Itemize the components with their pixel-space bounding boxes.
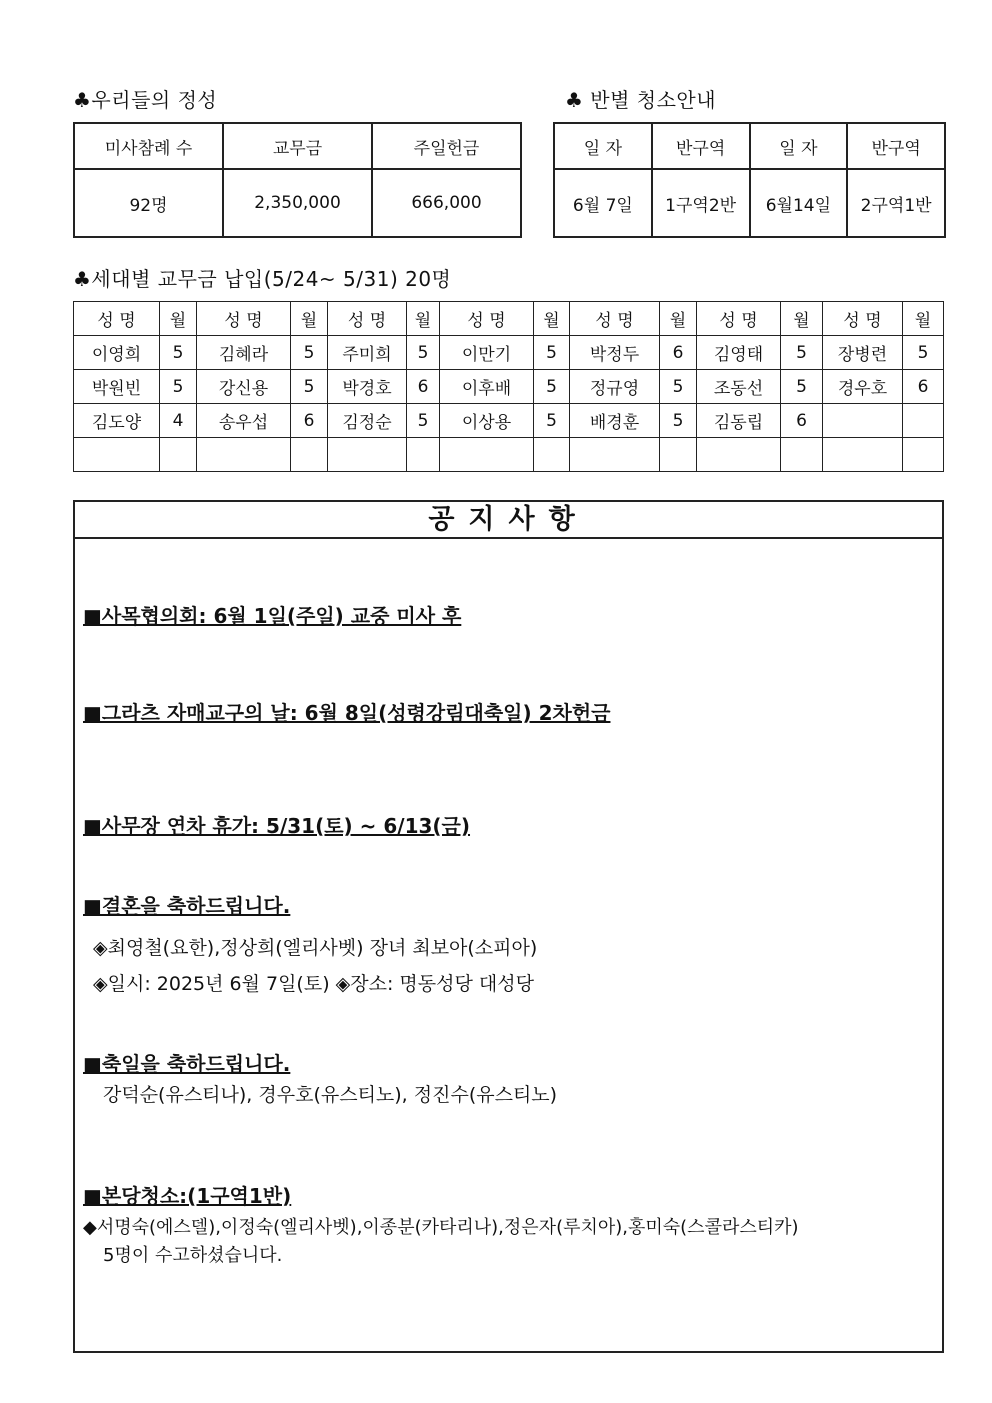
name-cell — [697, 438, 781, 472]
month-cell: 6 — [407, 370, 440, 404]
name-cell — [823, 438, 903, 472]
month-cell: 5 — [534, 370, 570, 404]
month-cell — [160, 438, 197, 472]
header-month: 월 — [534, 302, 570, 336]
header-name: 성 명 — [570, 302, 660, 336]
name-cell: 장병련 — [823, 336, 903, 370]
value-sunday-offering: 666,000 — [372, 169, 521, 237]
header-mass-count: 미사참례 수 — [74, 123, 223, 169]
wedding-line-1: ◈최영철(요한),정상희(엘리사벳) 장녀 최보아(소피아) — [93, 937, 538, 959]
month-cell — [534, 438, 570, 472]
name-cell: 김영태 — [697, 336, 781, 370]
header-name: 성 명 — [440, 302, 534, 336]
name-cell: 이후배 — [440, 370, 534, 404]
notice-vacation: ■사무장 연차 휴가: 5/31(토) ~ 6/13(금) — [83, 814, 471, 838]
name-cell: 김혜라 — [197, 336, 291, 370]
name-cell — [74, 438, 160, 472]
value-area-1: 1구역2반 — [652, 169, 750, 237]
name-cell — [197, 438, 291, 472]
cleaning-schedule-table — [553, 122, 946, 238]
month-cell: 5 — [407, 336, 440, 370]
month-cell: 5 — [534, 404, 570, 438]
cleaning-schedule-title: ♣ 반별 청소안내 — [565, 88, 717, 112]
header-name: 성 명 — [74, 302, 160, 336]
month-cell: 5 — [660, 370, 697, 404]
month-cell — [407, 438, 440, 472]
month-cell: 5 — [407, 404, 440, 438]
name-cell: 송우섭 — [197, 404, 291, 438]
table-row — [74, 438, 944, 472]
month-cell: 4 — [160, 404, 197, 438]
header-month: 월 — [903, 302, 944, 336]
header-name: 성 명 — [328, 302, 407, 336]
month-cell: 5 — [160, 336, 197, 370]
month-cell: 6 — [291, 404, 328, 438]
header-area-2: 반구역 — [847, 123, 945, 169]
header-month: 월 — [660, 302, 697, 336]
notice-wedding-title: ■결혼을 축하드립니다. — [83, 894, 291, 918]
tithe-header-row — [74, 302, 944, 336]
value-area-2: 2구역1반 — [847, 169, 945, 237]
name-cell — [570, 438, 660, 472]
month-cell — [903, 404, 944, 438]
value-date-1: 6월 7일 — [554, 169, 652, 237]
table-row — [74, 336, 944, 370]
month-cell: 5 — [291, 370, 328, 404]
notice-title: 공지사항 — [75, 502, 942, 539]
month-cell: 6 — [903, 370, 944, 404]
month-cell: 5 — [291, 336, 328, 370]
month-cell: 5 — [660, 404, 697, 438]
header-date-1: 일 자 — [554, 123, 652, 169]
name-cell: 이상용 — [440, 404, 534, 438]
cleaning-line-1: ◆서명숙(에스델),이정숙(엘리사벳),이종분(카타리나),정은자(루치아),홍미숙(스콜라스티카) — [83, 1217, 799, 1238]
tithe-table — [73, 301, 944, 472]
month-cell: 6 — [660, 336, 697, 370]
offering-title: ♣우리들의 정성 — [73, 88, 218, 112]
name-cell: 이만기 — [440, 336, 534, 370]
table-row — [74, 404, 944, 438]
notice-box — [73, 500, 944, 1353]
offering-table — [73, 122, 522, 238]
month-cell — [903, 438, 944, 472]
value-tithe: 2,350,000 — [223, 169, 372, 237]
name-cell: 경우호 — [823, 370, 903, 404]
value-mass-count: 92명 — [74, 169, 223, 237]
wedding-line-2: ◈일시: 2025년 6월 7일(토) ◈장소: 명동성당 대성당 — [93, 973, 534, 995]
name-cell: 배경훈 — [570, 404, 660, 438]
header-date-2: 일 자 — [750, 123, 848, 169]
name-cell: 정규영 — [570, 370, 660, 404]
header-name: 성 명 — [697, 302, 781, 336]
name-cell: 김정순 — [328, 404, 407, 438]
header-sunday-offering: 주일헌금 — [372, 123, 521, 169]
header-area-1: 반구역 — [652, 123, 750, 169]
name-cell: 김동립 — [697, 404, 781, 438]
tithe-title: ♣세대별 교무금 납입(5/24~ 5/31) 20명 — [73, 267, 452, 291]
table-row — [74, 370, 944, 404]
name-cell: 박경호 — [328, 370, 407, 404]
month-cell: 6 — [781, 404, 823, 438]
header-month: 월 — [781, 302, 823, 336]
name-cell: 김도양 — [74, 404, 160, 438]
name-cell: 박원빈 — [74, 370, 160, 404]
name-cell: 조동선 — [697, 370, 781, 404]
month-cell: 5 — [534, 336, 570, 370]
month-cell — [660, 438, 697, 472]
name-cell: 주미희 — [328, 336, 407, 370]
name-cell: 강신용 — [197, 370, 291, 404]
notice-council: ■사목협의회: 6월 1일(주일) 교중 미사 후 — [83, 604, 462, 628]
month-cell: 5 — [781, 370, 823, 404]
cleaning-line-2: 5명이 수고하셨습니다. — [103, 1245, 283, 1266]
notice-graz-day: ■그라츠 자매교구의 날: 6월 8일(성령강림대축일) 2차헌금 — [83, 701, 611, 725]
notice-feast-title: ■축일을 축하드립니다. — [83, 1052, 291, 1076]
header-month: 월 — [160, 302, 197, 336]
month-cell: 5 — [781, 336, 823, 370]
header-name: 성 명 — [197, 302, 291, 336]
header-tithe: 교무금 — [223, 123, 372, 169]
month-cell — [781, 438, 823, 472]
value-date-2: 6월14일 — [750, 169, 848, 237]
name-cell — [823, 404, 903, 438]
month-cell: 5 — [903, 336, 944, 370]
name-cell — [328, 438, 407, 472]
month-cell — [291, 438, 328, 472]
notice-cleaning-title: ■본당청소:(1구역1반) — [83, 1184, 292, 1208]
name-cell: 이영희 — [74, 336, 160, 370]
header-month: 월 — [407, 302, 440, 336]
feast-line: 강덕순(유스티나), 경우호(유스티노), 정진수(유스티노) — [103, 1084, 558, 1106]
name-cell — [440, 438, 534, 472]
name-cell: 박정두 — [570, 336, 660, 370]
header-month: 월 — [291, 302, 328, 336]
header-name: 성 명 — [823, 302, 903, 336]
month-cell: 5 — [160, 370, 197, 404]
